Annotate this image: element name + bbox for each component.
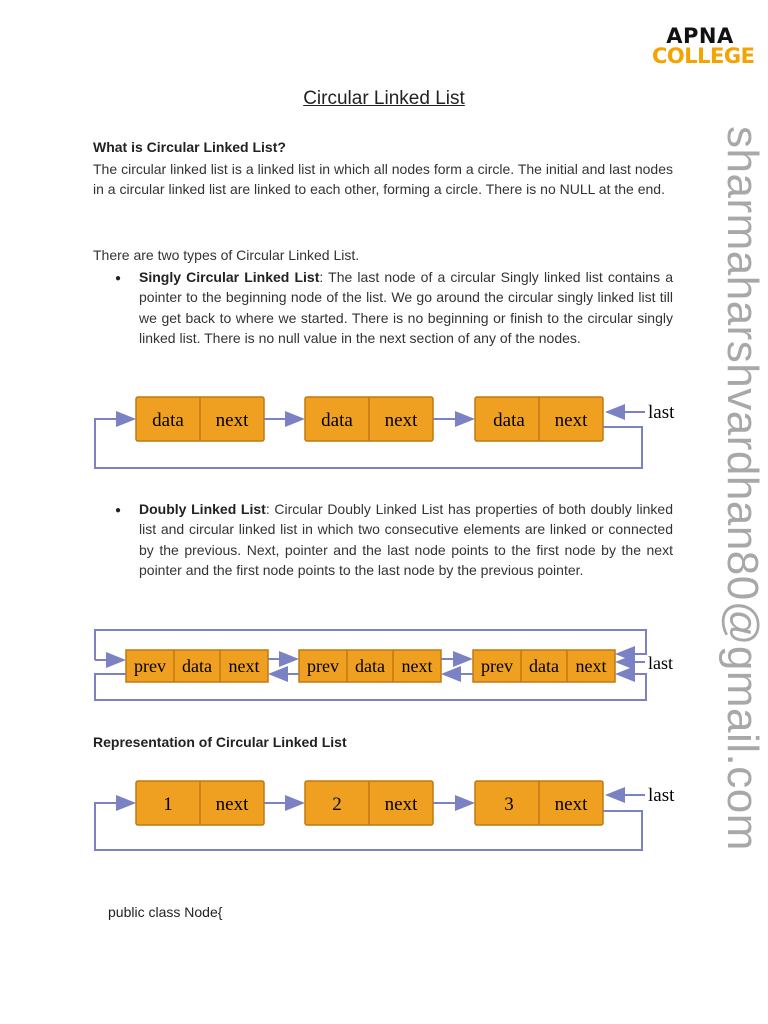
bullet-term: Singly Circular Linked List <box>139 269 320 285</box>
node-field: 2 <box>332 794 342 815</box>
node-field: data <box>182 656 212 676</box>
representation-diagram <box>0 772 768 862</box>
doubly-circular-diagram <box>0 624 768 704</box>
section-heading-what-is: What is Circular Linked List? <box>93 139 286 155</box>
node-field: next <box>228 656 260 676</box>
bullet-dot-icon: ● <box>115 505 122 516</box>
node-field: next <box>215 794 249 815</box>
bullet-term: Doubly Linked List <box>139 501 266 517</box>
node-1 <box>136 397 264 441</box>
node-field: prev <box>134 656 166 676</box>
node-field: next <box>554 794 588 815</box>
bullet-text: : Circular Doubly Linked List has properties of both doubly linked list and circular linked list in which two consecutive elements are linked or connected by the previous. Next, pointer and the last node points to the first node by the next pointer and the first node points to the last node by the previous pointer. <box>139 501 674 578</box>
apna-college-logo <box>652 24 755 68</box>
node-field: prev <box>307 656 339 676</box>
node-field: prev <box>481 656 513 676</box>
node-2 <box>305 397 433 441</box>
node-3 <box>475 781 603 825</box>
last-label: last <box>648 785 675 806</box>
code-line: public class Node{ <box>108 904 223 920</box>
node-field: next <box>575 656 607 676</box>
bullet-text: : The last node of a circular Singly linked list contains a pointer to the beginning node of the list. We go around the circular singly linked list till we get back to where we started. There is no beginning or finish to the circular singly linked list. There is no null value in the next section of any of the nodes. <box>139 269 674 346</box>
bullet-singly <box>139 267 673 348</box>
section-heading-representation: Representation of Circular Linked List <box>93 734 347 750</box>
node-1 <box>126 650 268 682</box>
page-title: Circular Linked List <box>303 88 465 109</box>
types-intro: There are two types of Circular Linked List. <box>93 247 360 263</box>
intro-paragraph: The circular linked list is a linked list in which all nodes form a circle. The initial and last nodes in a circular linked list are linked to each other, forming a circle. There is no NULL at the end. <box>93 161 673 198</box>
node-field: data <box>493 410 525 431</box>
logo-line-1: APNA <box>666 24 734 48</box>
node-field: 1 <box>163 794 173 815</box>
bullet-doubly <box>139 499 673 580</box>
node-field: next <box>384 794 418 815</box>
node-2 <box>305 781 433 825</box>
node-2 <box>299 650 441 682</box>
node-3 <box>475 397 603 441</box>
node-field: data <box>529 656 559 676</box>
node-field: next <box>554 410 588 431</box>
node-field: data <box>321 410 353 431</box>
bullet-dot-icon: ● <box>115 273 122 284</box>
logo-line-2: COLLEGE <box>652 44 755 68</box>
singly-circular-diagram <box>0 388 768 478</box>
node-1 <box>136 781 264 825</box>
email-watermark: sharmaharshvardhan80@gmail.com <box>718 126 767 851</box>
node-field: next <box>215 410 249 431</box>
node-field: data <box>152 410 184 431</box>
node-field: next <box>401 656 433 676</box>
node-field: next <box>384 410 418 431</box>
node-field: 3 <box>504 794 514 815</box>
node-field: data <box>355 656 385 676</box>
node-3 <box>473 650 615 682</box>
last-label: last <box>648 653 673 673</box>
last-label: last <box>648 402 675 423</box>
